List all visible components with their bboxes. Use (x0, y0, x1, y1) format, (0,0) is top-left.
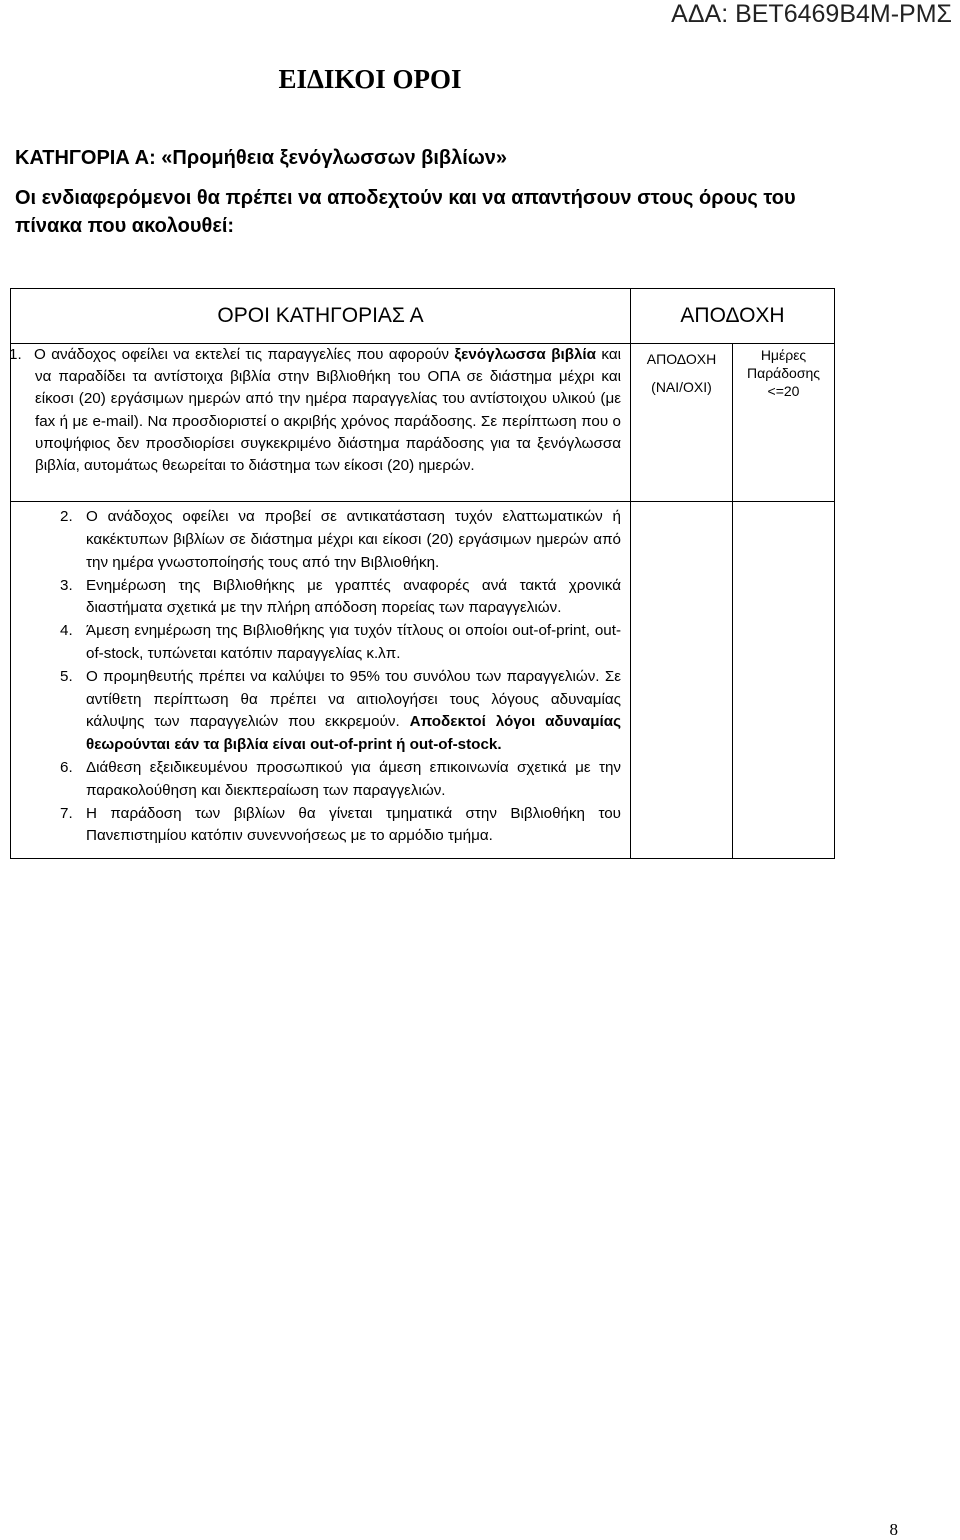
list-item: 4. Άμεση ενημέρωση της Βιβλιοθήκης για τυχόν τίτλους οι οποίοι out-of-print, out-of-stock, τυπώνεται κατόπιν παραγγελίας κ.λπ. (60, 622, 621, 662)
category-heading: ΚΑΤΗΓΟΡΙΑ Α: «Προμήθεια ξενόγλωσσων βιβλίων» (15, 147, 507, 169)
table-row (11, 502, 835, 859)
list-item: 7. Η παράδοση των βιβλίων θα γίνεται τμηματικά στην Βιβλιοθήκη του Πανεπιστημίου κατόπιν συνεννοήσεως με το αρμόδιο τμήμα. (60, 804, 621, 845)
table-header-row (11, 289, 835, 344)
list-item: 5. Ο προμηθευτής πρέπει να καλύψει το 95% του συνόλου των παραγγελιών. Σε αντίθετη περίπτωση θα πρέπει να αιτιολογήσει τους λόγους αδυναμίας κάλυψης των παραγγελιών που εκκρεμούν. Αποδεκτοί λόγοι αδυναμίας θεωρούνται εάν τα βιβλία είναι out-of-print ή out-of-stock. (60, 667, 621, 754)
terms-list (11, 502, 631, 859)
bold-term: ξενόγλωσσα βιβλία (454, 346, 596, 363)
intro-text: Οι ενδιαφερόμενοι θα πρέπει να αποδεχτούν και να απαντήσουν στους όρους του πίνακα που ακολουθεί: (15, 187, 796, 237)
list-item: 2. Ο ανάδοχος οφείλει να προβεί σε αντικατάσταση τυχόν ελαττωματικών ή κακέκτυπων βιβλίων σε διάστημα μέχρι και είκοσι (20) εργάσιμων ημερών από την ημέρα γνωστοποίησής τους από την Βιβλιοθήκη. (60, 508, 621, 571)
delivery-days-cell-2[interactable] (733, 502, 835, 859)
terms-header: ΟΡΟΙ ΚΑΤΗΓΟΡΙΑΣ Α (11, 289, 631, 344)
terms-table (10, 288, 835, 859)
term-item-1: 1. Ο ανάδοχος οφείλει να εκτελεί τις παραγγελίες που αφορούν ξενόγλωσσα βιβλία και να παραδίδει τα αντίστοιχα βιβλία στην Βιβλιοθήκη του ΟΠΑ σε διάστημα μέχρι και είκοσι (20) εργάσιμων ημερών από την ημέρα παραγγελίας του αντίστοιχου υλικού (με fax ή με e-mail). Να προσδιοριστεί ο ακριβής χρόνος παράδοσης. Σε περίπτωση που ο υποψήφιος δεν προσδιορίσει συγκεκριμένο διάστημα παράδοσης για τα ξενόγλωσσα βιβλία, αυτομάτως θεωρείται το διάστημα των είκοσι (20) ημερών. (11, 344, 631, 502)
page-number: 8 (889, 1520, 898, 1539)
list-item: 3. Ενημέρωση της Βιβλιοθήκης με γραπτές αναφορές ανά τακτά χρονικά διαστήματα σχετικά με την πλήρη απόδοση πορείας των παραγγελιών. (60, 576, 621, 617)
acceptance-yes-no-cell[interactable]: ΑΠΟΔΟΧΗ (ΝΑΙ/ΟΧΙ) (631, 344, 733, 502)
document-code: ΑΔΑ: ΒΕΤ6469Β4Μ-ΡΜΣ (671, 0, 952, 28)
delivery-days-cell[interactable]: Ημέρες Παράδοσης <=20 (733, 344, 835, 502)
list-item: 6. Διάθεση εξειδικευμένου προσωπικού για άμεση επικοινωνία σχετικά με την παρακολούθηση και διεκπεραίωση των παραγγελιών. (60, 758, 621, 799)
acceptance-header: ΑΠΟΔΟΧΗ (631, 289, 835, 344)
page-title: ΕΙΔΙΚΟΙ ΟΡΟΙ (278, 64, 462, 94)
table-row (11, 344, 835, 502)
item-number: 1. (9, 346, 22, 363)
acceptance-yes-no-cell-2[interactable] (631, 502, 733, 859)
